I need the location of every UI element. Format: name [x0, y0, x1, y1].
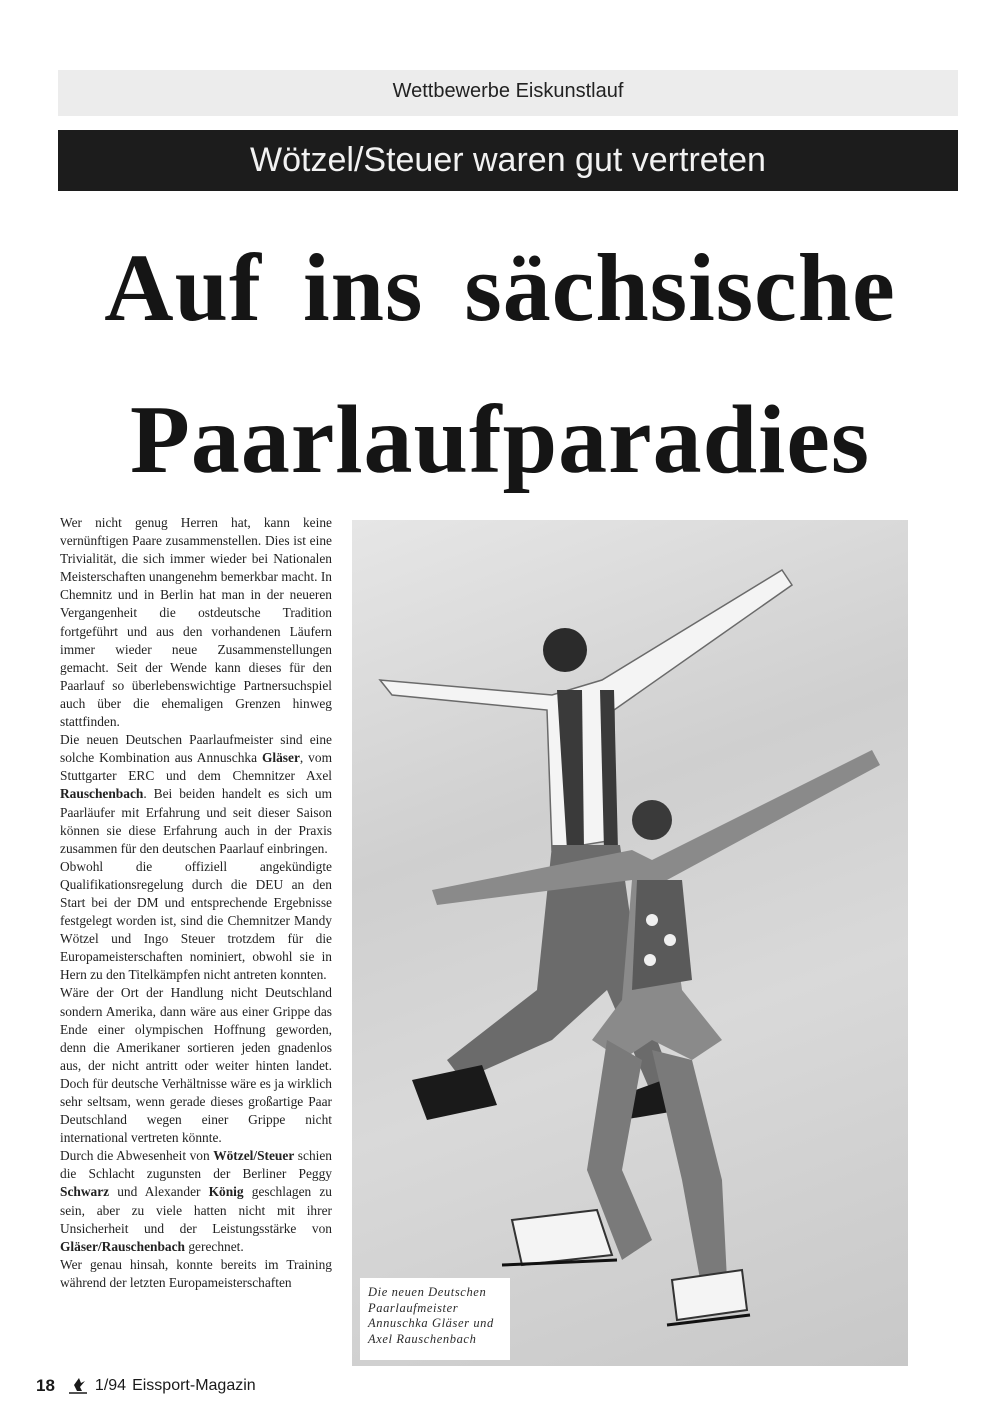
photo-caption: Die neuen Deutschen Paarlaufmeister Annuschka Gläser und Axel Rauschenbach: [368, 1285, 494, 1346]
article-photo: [352, 520, 908, 1366]
name-koenig: König: [208, 1184, 244, 1200]
headline-line-1: Auf ins sächsische: [104, 234, 896, 341]
name-glaeser-rauschenbach: Gläser/Rauschenbach: [60, 1238, 185, 1254]
subheadline-bar: Wötzel/Steuer waren gut vertreten: [58, 130, 958, 191]
paragraph-3: Obwohl die offiziell angekündigte Qualifikationsregelung durch die DEU an den Start bei der DM und entsprechende Ergebnisse festgelegt worden ist, sind die Chemnitzer Mandy Wötzel und Ingo Steuer trotzdem für die Europameisterschaften nominiert, obwohl sie in Hern zu den Titelkämpfen nicht antreten konnten.: [60, 858, 332, 983]
text-run: , vom Stuttgarter ERC und dem Chemnitzer Axel: [60, 750, 332, 784]
text-run: gerechnet.: [185, 1238, 244, 1254]
section-kicker: Wettbewerbe Eiskunstlauf: [58, 70, 958, 116]
paragraph-2: [60, 731, 332, 858]
magazine-name: Eissport-Magazin: [132, 1377, 256, 1394]
paragraph-1: Wer nicht genug Herren hat, kann keine vernünftigen Paare zusammenstellen. Dies ist eine Trivialität, die sich immer wieder bei Nationalen Meisterschaften unangenehm bemerkbar macht. In Chemnitz und in Berlin hat man in der neueren Vergangenheit die ostdeutsche Tradition fortgeführt und aus den vorhandenen Läufern immer wieder neue Zusammenstellungen gemacht. Seit der Wende kann dieses für den Paarlauf so überlebenswichtige Partnersuchspiel auch über die ehemaligen Grenzen hinweg stattfinden.: [60, 515, 332, 730]
paragraph-5: [60, 1147, 332, 1256]
text-run: Die neuen Deutschen Paarlaufmeister sind eine solche Kombination aus Annuschka: [60, 732, 332, 766]
name-schwarz: Schwarz: [60, 1184, 110, 1200]
headline-line-2: Paarlaufparadies: [129, 386, 871, 494]
text-run: Durch die Abwesenheit von: [60, 1148, 214, 1164]
text-run: . Bei beiden handelt es sich um Paarläufer mit Erfahrung und seit dieser Saison können sie diese Erfahrung auch in der Praxis zusammen für den deutschen Paarlauf einbringen.: [60, 786, 332, 856]
text-run: schien die Schlacht zugunsten der Berliner Peggy: [60, 1148, 333, 1182]
page-number: 18: [36, 1376, 55, 1395]
skating-pair-illustration: [352, 520, 908, 1366]
page-footer: [36, 1374, 256, 1398]
name-rauschenbach: Rauschenbach: [60, 786, 144, 802]
paragraph-4: Wäre der Ort der Handlung nicht Deutschland sondern Amerika, dann wäre aus einer Grippe das Ende einer olympischen Hoffnung geworden, denn die Amerikaner sortieren jeden gnadenlos aus, der nicht antritt oder weiter hinten landet. Doch für deutsche Verhältnisse wäre es ja wirklich sehr seltsam, wenn gerade dieses großartige Paar Deutschland wegen einer Grippe nicht international vertreten könnte.: [60, 985, 332, 1146]
article-body: [60, 514, 332, 1292]
text-run: geschlagen zu sein, aber zu viele hatten nicht mit ihrer Unsicherheit und der Leistungsstärke von: [60, 1184, 333, 1236]
issue-number: 1/94: [94, 1377, 127, 1394]
name-woetzel-steuer: Wötzel/Steuer: [213, 1148, 295, 1164]
name-glaeser: Gläser: [261, 750, 300, 766]
paragraph-6: Wer genau hinsah, konnte bereits im Training während der letzten Europameisterschaften: [60, 1256, 332, 1290]
skater-logo-icon: [65, 1375, 91, 1397]
text-run: und Alexander: [109, 1184, 209, 1200]
